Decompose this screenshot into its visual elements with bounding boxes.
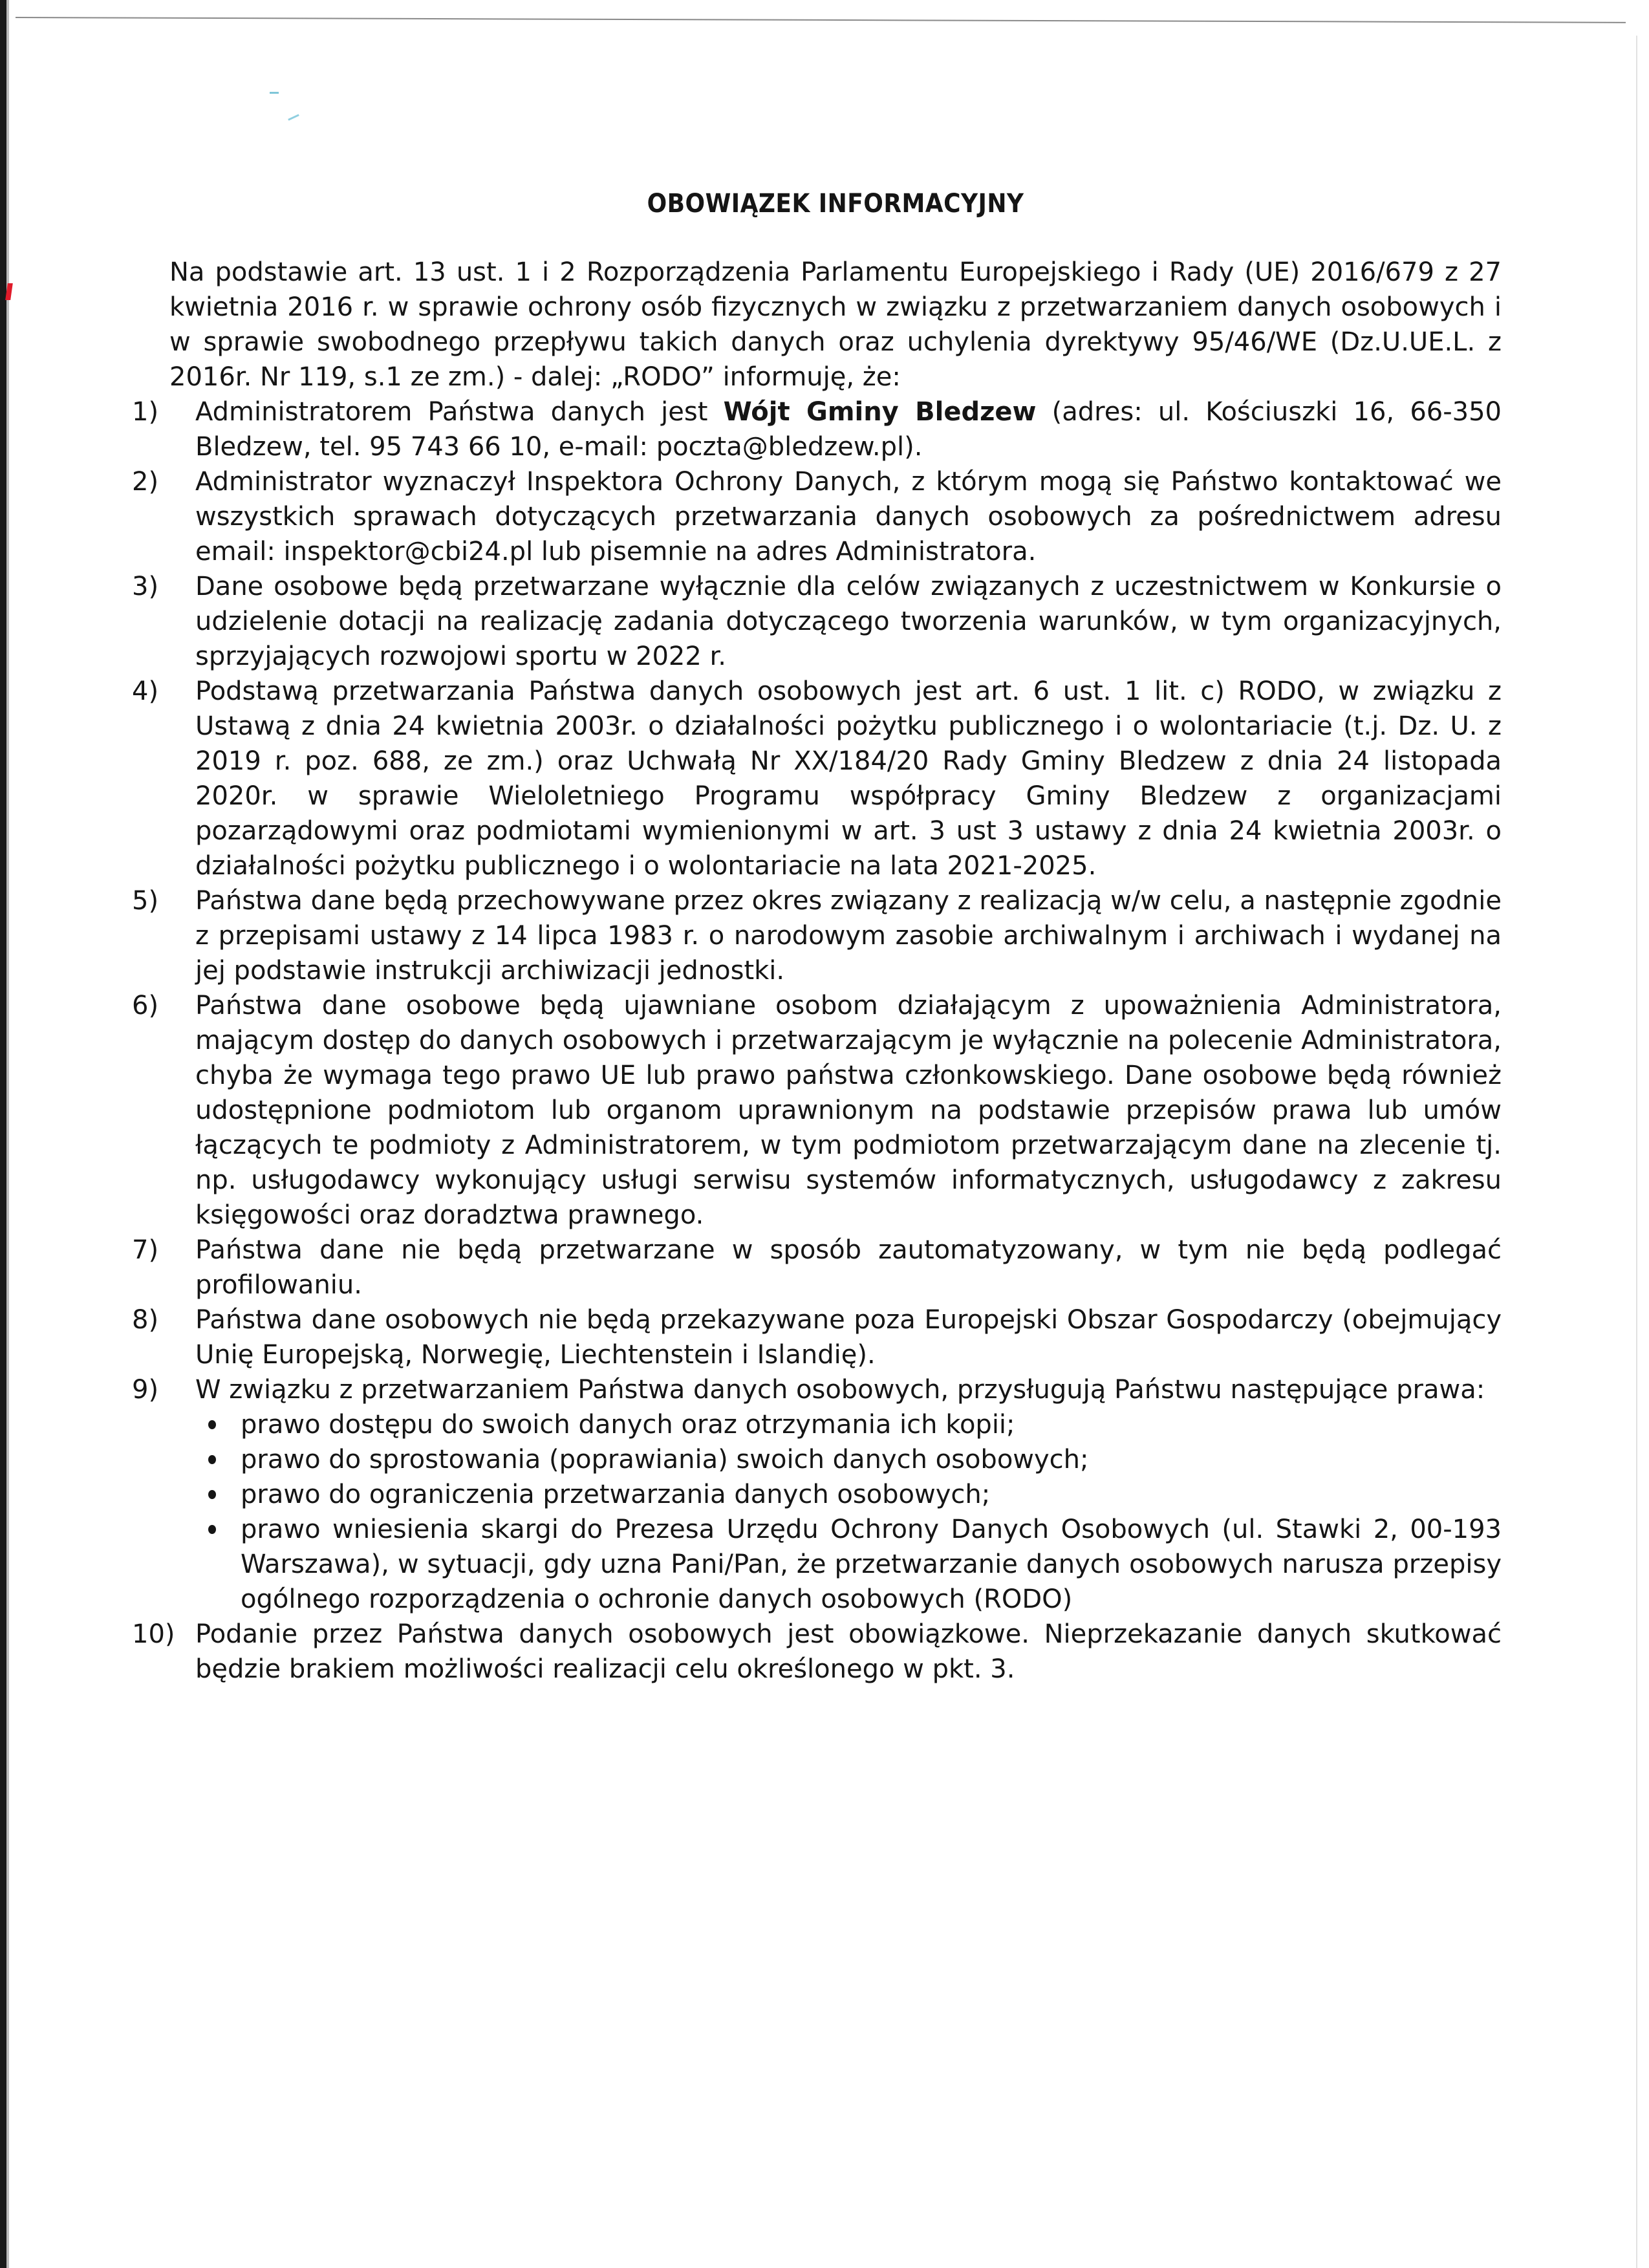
document-title: OBOWIĄZEK INFORMACYJNY [647,189,1024,219]
right-text: prawo do ograniczenia przetwarzania danych osobowych; [241,1480,991,1509]
scan-border-left [0,0,6,2268]
rights-list [195,1407,1502,1617]
rights-list-item [195,1477,1502,1512]
list-item-10 [132,1617,1502,1687]
item-text: Dane osobowe będą przetwarzane wyłącznie dla celów związanych z uczestnictwem w Konkursie o udzielenie dotacji na realizację zadania dotyczącego tworzenia warunków, w tym organizacyjnych, sprzyjających rozwojowi sportu w 2022 r. [195,572,1502,671]
item-text: Podstawą przetwarzania Państwa danych osobowych jest art. 6 ust. 1 lit. c) RODO, w związku z Ustawą z dnia 24 kwietnia 2003r. o działalności pożytku publicznego i o wolontariacie (t.j. Dz. U. z 2019 r. poz. 688, ze zm.) oraz Uchwałą Nr XX/184/20 Rady Gminy Bledzew z dnia 24 listopada 2020r. w sprawie Wieloletniego Programu współpracy Gminy Bledzew z organizacjami pozarządowymi oraz podmiotami wymienionymi w art. 3 ust 3 ustawy z dnia 24 kwietnia 2003r. o działalności pożytku publicznego i o wolontariacie na lata 2021-2025. [195,676,1502,881]
bullet-icon [208,1455,216,1464]
item-text: W związku z przetwarzaniem Państwa danych osobowych, przysługują Państwu następujące prawa: [195,1375,1485,1405]
bullet-icon [208,1490,216,1499]
item-number: 6) [132,991,159,1021]
item-number: 9) [132,1375,159,1405]
list-item-1 [132,394,1502,464]
item-text: Państwa dane osobowych nie będą przekazywane poza Europejski Obszar Gospodarczy (obejmujący Unię Europejską, Norwegię, Liechtenstein i Islandię). [195,1305,1502,1370]
item-text: Administrator wyznaczył Inspektora Ochrony Danych, z którym mogą się Państwo kontaktować we wszystkich sprawach dotyczących przetwarzania danych osobowych za pośrednictwem adresu email: inspektor@cbi24.pl lub pisemnie na adres Administratora. [195,467,1502,567]
right-text: prawo wniesienia skargi do Prezesa Urzędu Ochrony Danych Osobowych (ul. Stawki 2, 00-193 Warszawa), w sytuacji, gdy uzna Pani/Pan, że przetwarzanie danych osobowych narusza przepisy ogólnego rozporządzenia o ochronie danych osobowych (RODO) [241,1515,1502,1614]
item-text: (adres: ul. Kościuszki 16, 66-350 Bledzew, tel. 95 743 66 10, e-mail: poczta@bledzew.pl). [195,397,1502,462]
list-item-3 [132,569,1502,674]
list-item-7 [132,1233,1502,1302]
rights-list-item [195,1442,1502,1477]
intro-paragraph: Na podstawie art. 13 ust. 1 i 2 Rozporządzenia Parlamentu Europejskiego i Rady (UE) 2016/679 z 27 kwietnia 2016 r. w sprawie ochrony osób fizycznych w związku z przetwarzaniem danych osobowych i w sprawie swobodnego przepływu takich danych oraz uchylenia dyrektywy 95/46/WE (Dz.U.UE.L. z 2016r. Nr 119, s.1 ze zm.) - dalej: „RODO” informuję, że: [169,257,1502,392]
right-text: prawo do sprostowania (poprawiania) swoich danych osobowych; [241,1445,1089,1474]
list-item-4 [132,674,1502,883]
list-item-5 [132,883,1502,988]
item-text: Państwa dane będą przechowywane przez okres związany z realizacją w/w celu, a następnie zgodnie z przepisami ustawy z 14 lipca 1983 r. o narodowym zasobie archiwalnym i archiwach i wydanej na jej podstawie instrukcji archiwizacji jednostki. [195,886,1502,986]
item-number: 7) [132,1235,159,1265]
ink-mark [288,114,299,120]
scan-border-shadow [6,0,9,2268]
paper-top-edge [16,17,1626,23]
scan-border-right [1636,36,1637,2268]
item-number: 10) [132,1619,175,1649]
rights-list-item [195,1407,1502,1442]
list-item-6 [132,988,1502,1233]
list-item-8 [132,1302,1502,1372]
item-number: 3) [132,572,159,601]
administrator-name: Wójt Gminy Bledzew [723,397,1037,427]
item-number: 5) [132,886,159,916]
item-text: Państwa dane nie będą przetwarzane w sposób zautomatyzowany, w tym nie będą podlegać profilowaniu. [195,1235,1502,1300]
item-number: 2) [132,467,159,497]
item-number: 4) [132,676,159,706]
ink-mark [270,92,279,94]
bullet-icon [208,1420,216,1429]
item-number: 8) [132,1305,159,1335]
bullet-icon [208,1525,216,1534]
item-text: Państwa dane osobowe będą ujawniane osobom działającym z upoważnienia Administratora, mającym dostęp do danych osobowych i przetwarzającym je wyłącznie na polecenie Administratora, chyba że wymaga tego prawo UE lub prawo państwa członkowskiego. Dane osobowe będą również udostępnione podmiotom lub organom uprawnionym na podstawie przepisów prawa lub umów łączących te podmioty z Administratorem, w tym podmiotom przetwarzającym dane na zlecenie tj. np. usługodawcy wykonujący usługi serwisu systemów informatycznych, usługodawcy z zakresu księgowości oraz doradztwa prawnego. [195,991,1502,1230]
list-item-9 [132,1372,1502,1617]
item-text: Administratorem Państwa danych jest [195,397,724,427]
rights-list-item [195,1512,1502,1617]
list-item-2 [132,464,1502,569]
right-text: prawo dostępu do swoich danych oraz otrzymania ich kopii; [241,1410,1015,1440]
document-body [132,255,1502,1687]
item-number: 1) [132,397,159,427]
item-text: Podanie przez Państwa danych osobowych jest obowiązkowe. Nieprzekazanie danych skutkować będzie brakiem możliwości realizacji celu określonego w pkt. 3. [195,1619,1502,1684]
